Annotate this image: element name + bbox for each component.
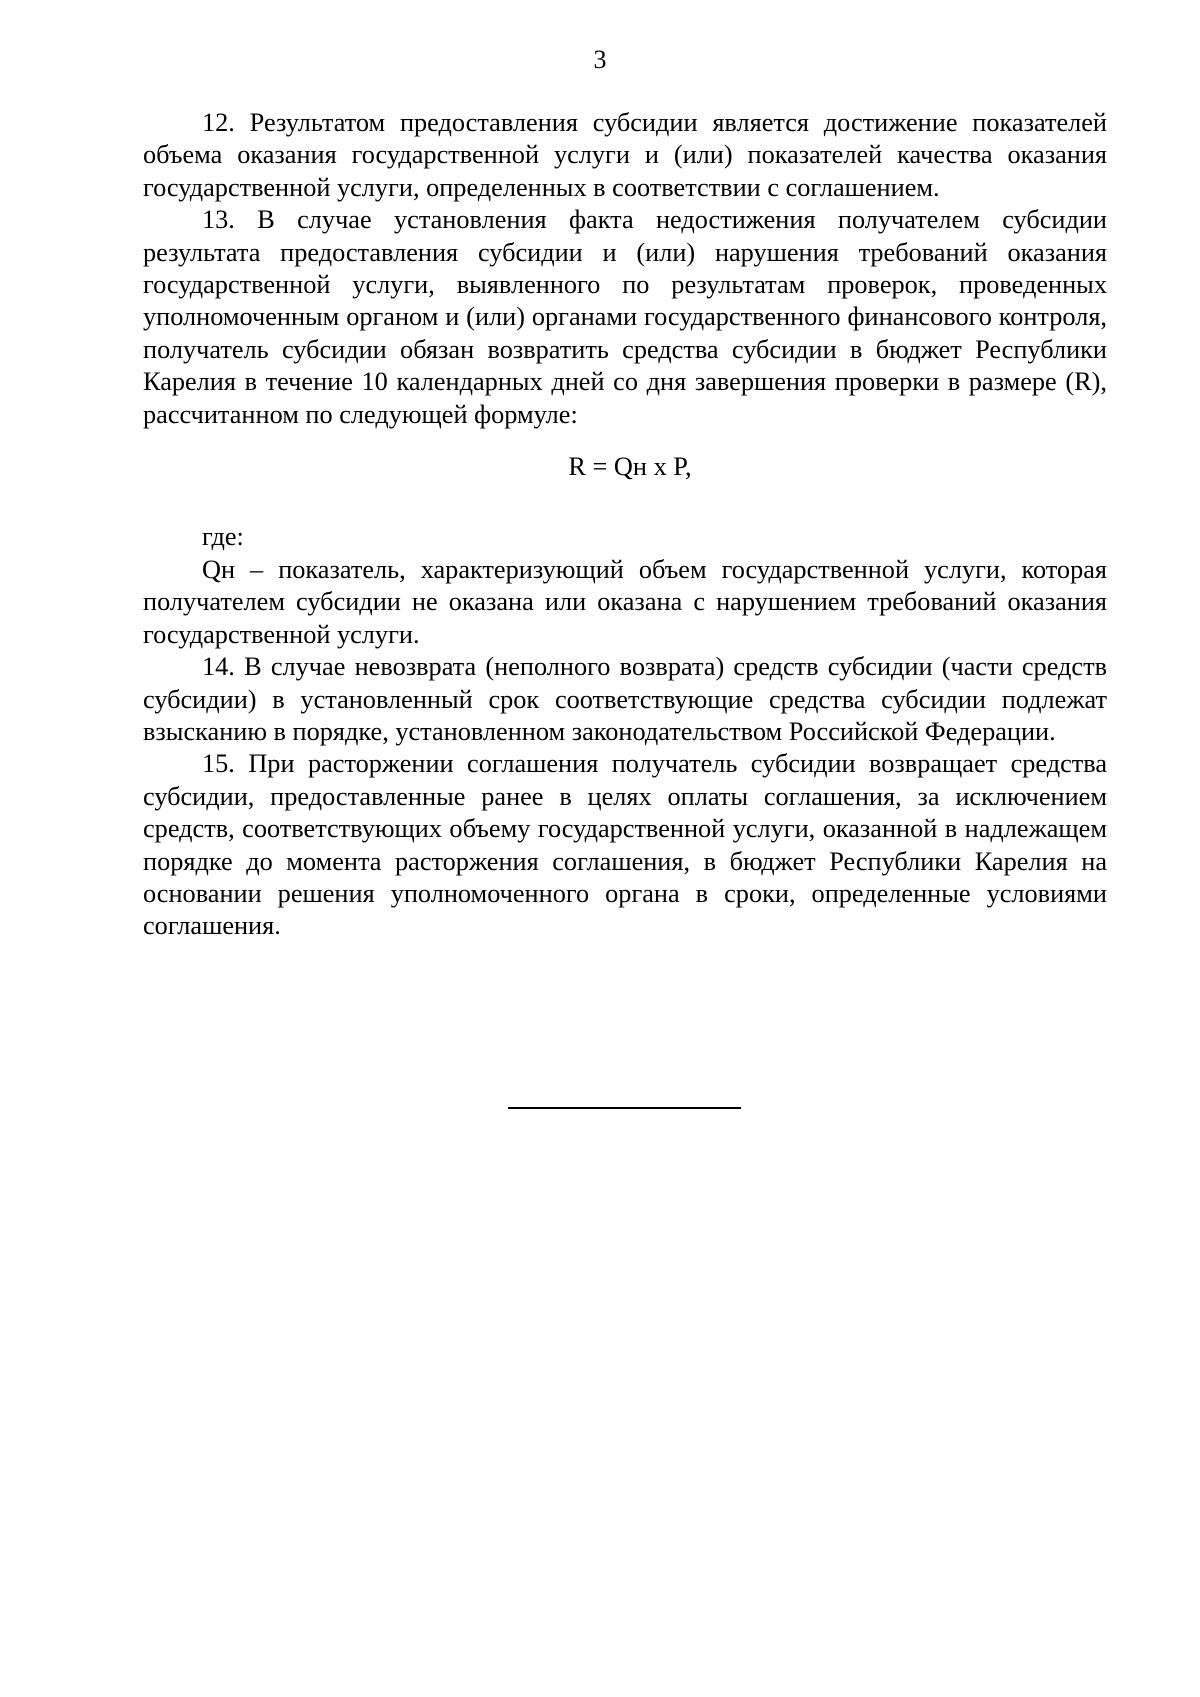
paragraph-14: 14. В случае невозврата (неполного возврата) средств субсидии (части средств субсидии) в установленный срок соответствующие средства субсидии подлежат взысканию в порядке, установленном законодательством Российской Федерации. — [143, 652, 1107, 746]
formula: R = Qн х P, — [568, 452, 692, 482]
where-label: где: — [202, 522, 244, 552]
qn-definition: Qн – показатель, характеризующий объем государственной услуги, которая получателем субсидии не оказана или оказана с нарушением требований оказания государственной услуги. — [143, 554, 1107, 649]
paragraph-15: 15. При расторжении соглашения получатель субсидии возвращает средства субсидии, предоставленные ранее в целях оплаты соглашения, за исключением средств, соответствующих объему государственной услуги, оказанной в надлежащем порядке до момента расторжения соглашения, в бюджет Республики Карелия на основании решения уполномоченного органа в сроки, определенные условиями соглашения. — [143, 749, 1107, 941]
document-body — [143, 107, 1107, 943]
paragraph-13: 13. В случае установления факта недостижения получателем субсидии результата предоставления субсидии и (или) нарушения требований оказания государственной услуги, выявленного по результатам проверок, проведенных уполномоченным органом и (или) органами государственного финансового контроля, получатель субсидии обязан возвратить средства субсидии в бюджет Республики Карелия в течение 10 календарных дней со дня завершения проверки в размере (R), рассчитанном по следующей формуле: — [143, 205, 1107, 429]
paragraph-12: 12. Результатом предоставления субсидии является достижение показателей объема оказания государственной услуги и (или) показателей качества оказания государственной услуги, определенных в соответствии с соглашением. — [143, 108, 1107, 202]
page-number: 3 — [593, 45, 607, 74]
end-of-document-rule — [508, 1107, 741, 1109]
